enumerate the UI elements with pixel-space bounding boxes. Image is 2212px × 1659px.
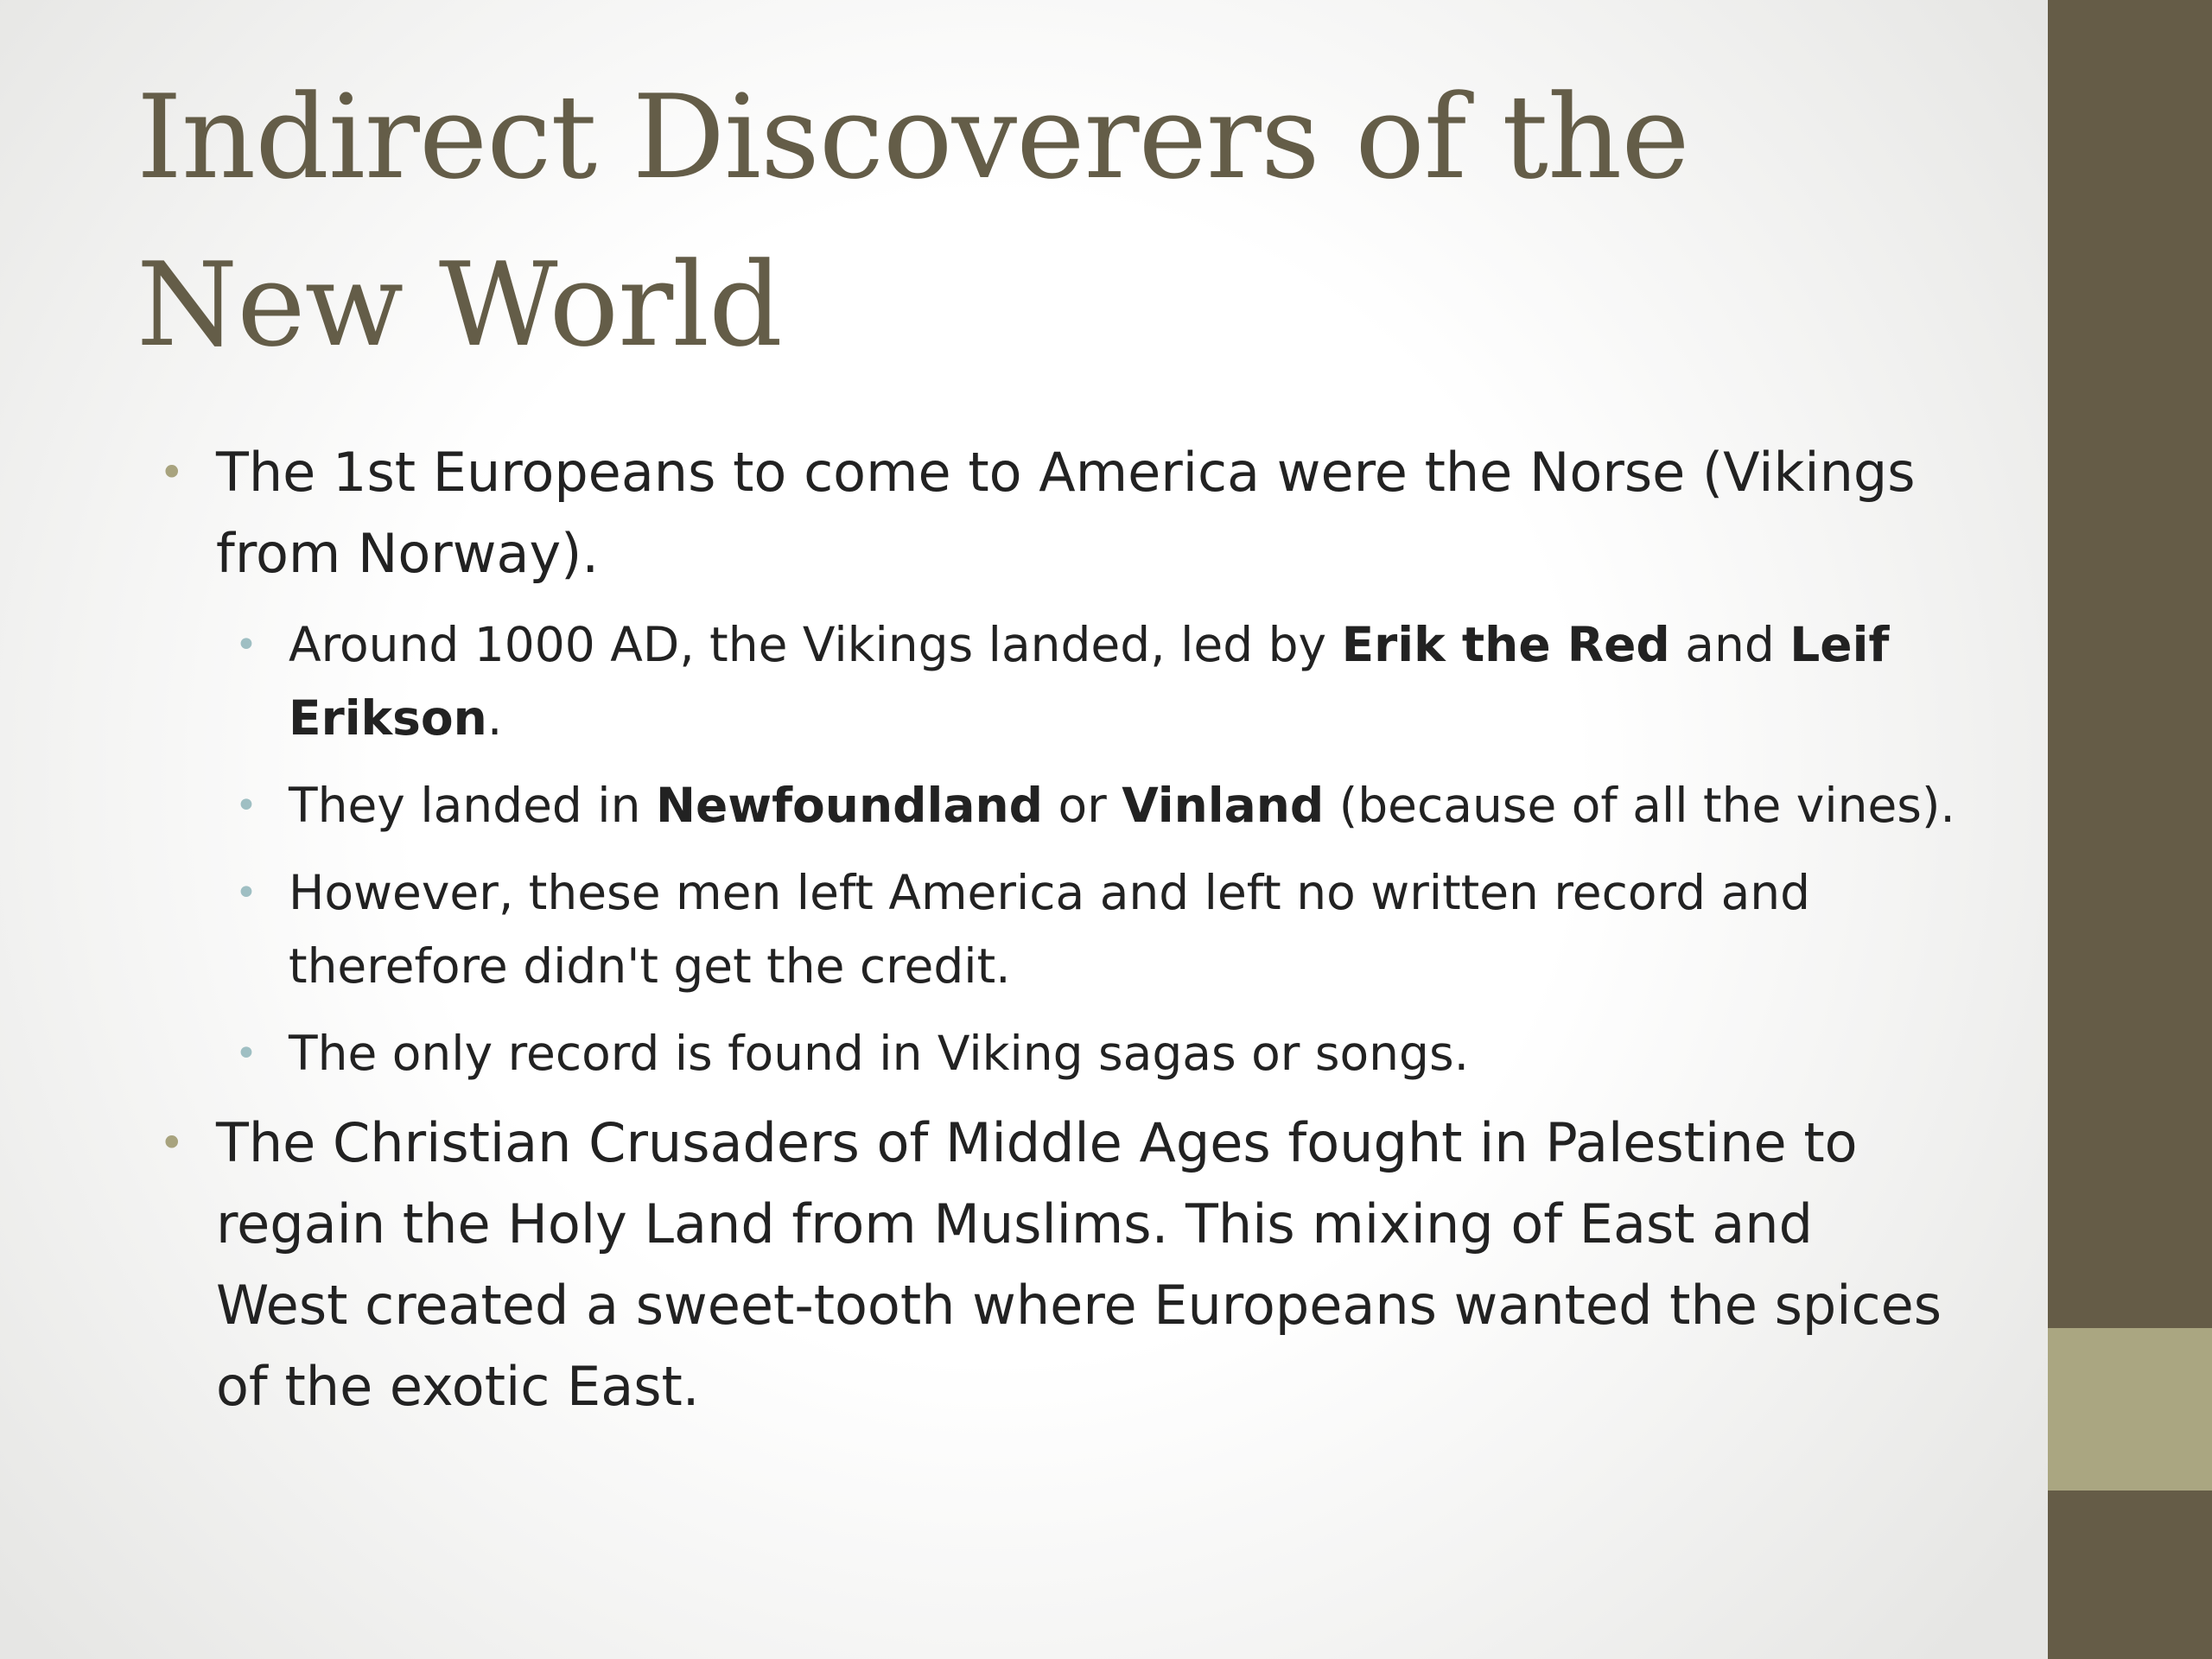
sub-bullet-text: or: [1042, 778, 1122, 833]
bullet-item-crusaders: [138, 1103, 1961, 1427]
sub-bullet-bold-text: Erik the Red: [1341, 617, 1670, 672]
slide-body: [138, 432, 1961, 1440]
side-accent-block: [2048, 1328, 2212, 1491]
bullet-text: The 1st Europeans to come to America were the Norse (Vikings from Norway).: [216, 441, 1916, 585]
sub-bullet-dot-icon: •: [235, 871, 257, 915]
sub-bullet-dot-icon: •: [235, 784, 257, 828]
sub-bullet-text: .: [486, 690, 503, 746]
sub-bullet-text: (because of all the vines).: [1324, 778, 1955, 833]
sub-bullet-dot-icon: •: [235, 1032, 257, 1076]
sub-bullet-dot-icon: •: [235, 623, 257, 667]
bullet-dot-icon: •: [159, 448, 185, 498]
slide-title: Indirect Discoverers of the New World: [137, 70, 1689, 372]
bullet-dot-icon: •: [159, 1118, 185, 1168]
sub-bullet-bold-text: Vinland: [1122, 778, 1325, 833]
bullet-text: The Christian Crusaders of Middle Ages fought in Palestine to regain the Holy Land from Muslims. This mixing of East and West created a sweet-tooth where Europeans wanted the spices of the exotic East.: [216, 1111, 1942, 1418]
sub-bullet-list: [216, 608, 1961, 1090]
sub-bullet-bold-text: Leif Erikson: [289, 617, 1890, 746]
bullet-item-norse: [138, 432, 1961, 1090]
sub-bullet-text: They landed in: [289, 778, 656, 833]
bullet-list: [138, 432, 1961, 1427]
sub-bullet-text: and: [1669, 617, 1790, 672]
sub-bullet-item-no-record: [216, 856, 1961, 1003]
sub-bullet-text: Around 1000 AD, the Vikings landed, led by: [289, 617, 1342, 672]
sub-bullet-text: However, these men left America and left no written record and therefore didn't get the credit.: [289, 865, 1811, 994]
sub-bullet-item-sagas: [216, 1017, 1961, 1090]
sub-bullet-item-vikings-landed: [216, 608, 1961, 755]
sub-bullet-text: The only record is found in Viking sagas or songs.: [289, 1026, 1470, 1081]
sub-bullet-bold-text: Newfoundland: [655, 778, 1043, 833]
sub-bullet-item-newfoundland: [216, 769, 1961, 842]
